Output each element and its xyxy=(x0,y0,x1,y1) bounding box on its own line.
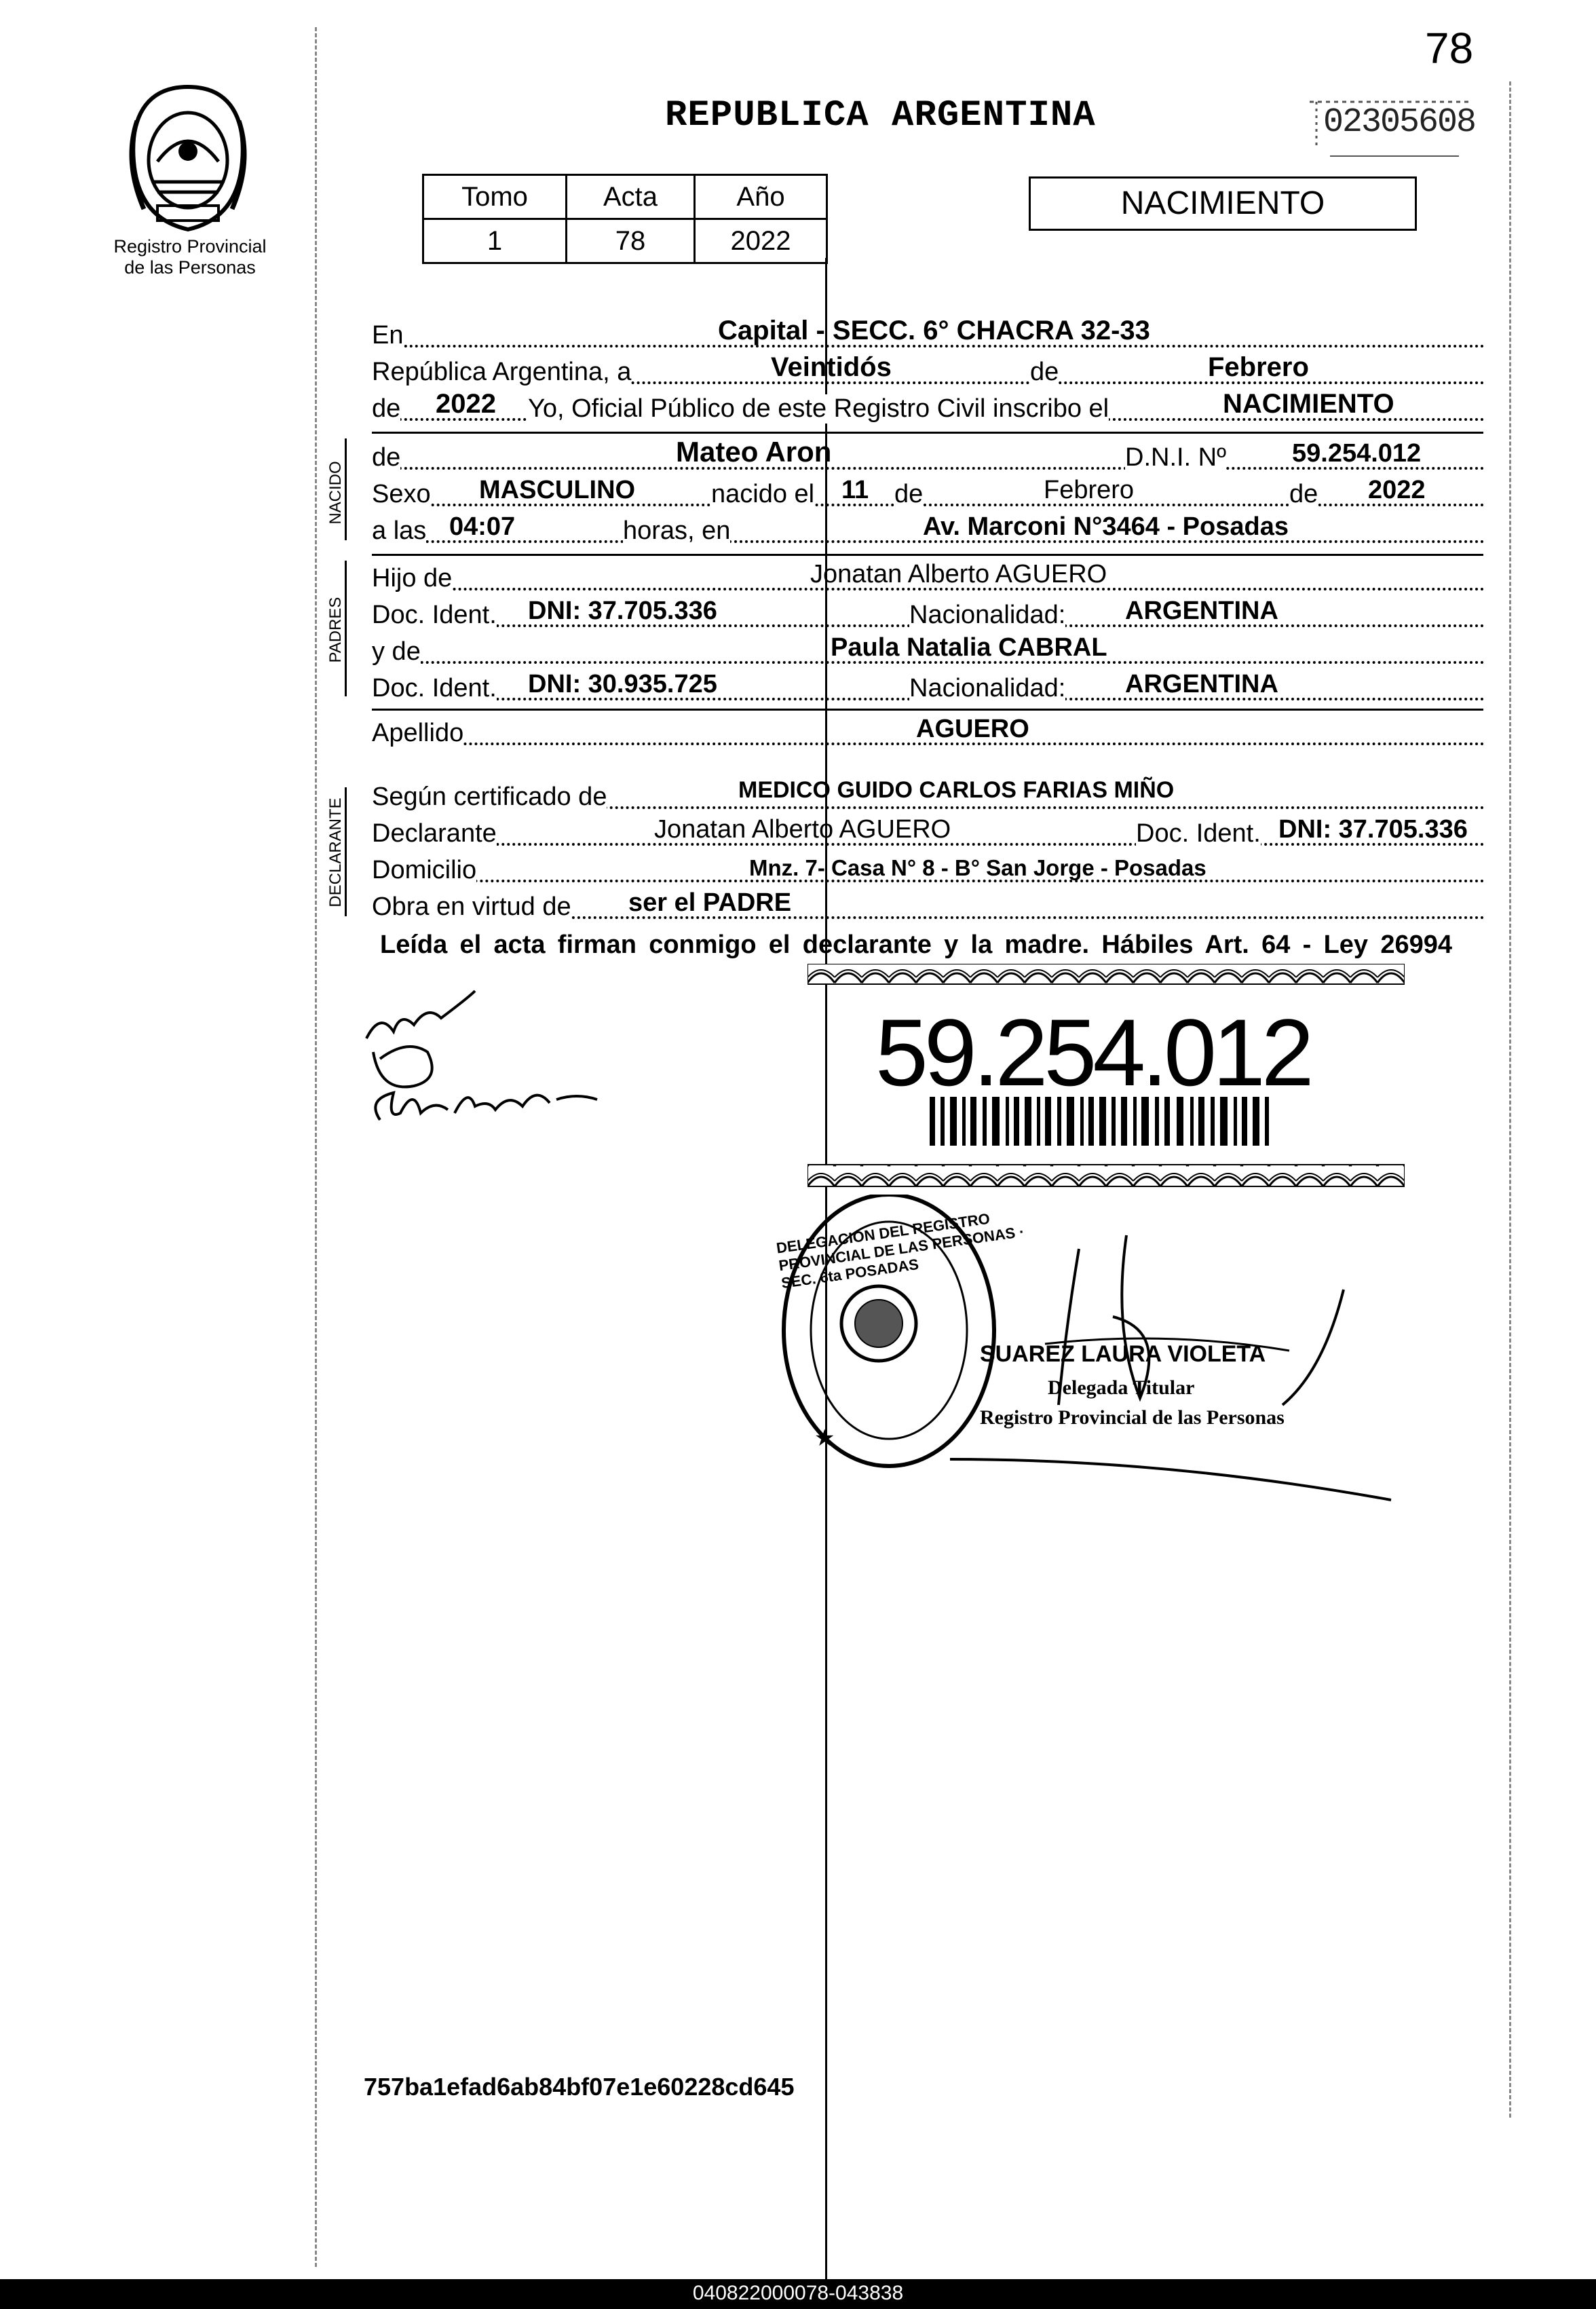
horas-label: horas, en xyxy=(623,517,731,545)
handwritten-signatures xyxy=(353,984,638,1147)
registry-header-acta: Acta xyxy=(567,175,695,219)
section-label-nacido: NACIDO xyxy=(326,461,345,525)
de-year-label: de xyxy=(372,394,401,423)
declarant-relation: ser el PADRE xyxy=(628,888,792,917)
nacido-label: nacido el xyxy=(711,480,815,508)
parents-line-father-doc xyxy=(372,592,1485,633)
intro-line-place xyxy=(372,312,1485,353)
declarant-doc-label: Doc. Ident. xyxy=(1136,819,1261,848)
section-label-padres: PADRES xyxy=(326,597,345,663)
mother-nationality-label: Nacionalidad: xyxy=(909,674,1066,702)
document-type: NACIMIENTO xyxy=(1029,176,1417,231)
footer-code: 040822000078-043838 xyxy=(692,2282,904,2304)
mother-doc: DNI: 30.935.725 xyxy=(528,670,717,698)
serial-stamp xyxy=(1303,88,1479,163)
de-label: de xyxy=(1030,358,1059,386)
page-number: 78 xyxy=(1425,24,1474,73)
mother-doc-label: Doc. Ident. xyxy=(372,674,497,702)
newborn-sex: MASCULINO xyxy=(479,476,636,504)
right-margin-line xyxy=(1509,81,1511,2118)
birth-place: Av. Marconi N°3464 - Posadas xyxy=(923,512,1289,541)
issuer-caption xyxy=(102,236,278,278)
father-name: Jonatan Alberto AGUERO xyxy=(810,560,1107,588)
certificate-issuer: MEDICO GUIDO CARLOS FARIAS MIÑO xyxy=(738,777,1175,803)
declarant-line-name xyxy=(372,810,1485,851)
intro-line-officer xyxy=(372,386,1485,426)
dni-label: D.N.I. Nº xyxy=(1125,443,1226,472)
document-hash: 757ba1efad6ab84bf07e1e60228cd645 xyxy=(364,2073,795,2101)
de-year-label-2: de xyxy=(1289,480,1318,508)
seal-text: DELEGACION DEL REGISTRO PROVINCIAL DE LAS PERSONAS · SEC. 6ta POSADAS xyxy=(775,1209,1026,1292)
born-line-time-place xyxy=(372,508,1485,548)
mother-nationality: ARGENTINA xyxy=(1125,670,1278,698)
declarant-address: Mnz. 7- Casa N° 8 - B° San Jorge - Posadas xyxy=(749,855,1206,880)
registry-header-tomo: Tomo xyxy=(423,175,567,219)
registry-table xyxy=(422,174,828,264)
surname-value: AGUERO xyxy=(916,715,1029,743)
birth-month: Febrero xyxy=(1044,476,1135,504)
declarant-line-obra xyxy=(372,884,1485,924)
serial-number: 02305608 xyxy=(1323,103,1476,142)
sexo-label: Sexo xyxy=(372,480,431,508)
republica-label: República Argentina, a xyxy=(372,358,632,386)
left-margin-line xyxy=(315,27,317,2267)
svg-text:★: ★ xyxy=(814,1425,835,1452)
parents-line-mother-doc xyxy=(372,665,1485,706)
cert-label: Según certificado de xyxy=(372,783,607,811)
registration-place: Capital - SECC. 6° CHACRA 32-33 xyxy=(718,316,1150,345)
official-role: Delegada Titular xyxy=(1048,1376,1195,1399)
closing-statement: Leída el acta firman conmigo el declarante y la madre. Hábiles Art. 64 - Ley 26994 xyxy=(380,931,1452,959)
parents-line-mother xyxy=(372,628,1485,669)
domicilio-label: Domicilio xyxy=(372,856,477,884)
declarant-name: Jonatan Alberto AGUERO xyxy=(654,815,951,844)
issuer-line1: Registro Provincial xyxy=(113,236,267,257)
newborn-name: Mateo Aron xyxy=(676,436,832,468)
father-nationality: ARGENTINA xyxy=(1125,597,1278,625)
declarant-label: Declarante xyxy=(372,819,497,848)
registration-month: Febrero xyxy=(1208,352,1309,382)
declarant-doc: DNI: 37.705.336 xyxy=(1278,815,1468,844)
registry-value-acta: 78 xyxy=(567,219,695,263)
registry-value-tomo: 1 xyxy=(423,219,567,263)
father-nationality-label: Nacionalidad: xyxy=(909,601,1066,629)
official-name: SUAREZ LAURA VIOLETA xyxy=(980,1341,1266,1367)
birth-year: 2022 xyxy=(1368,476,1426,504)
en-label: En xyxy=(372,321,404,350)
registry-header-ano: Año xyxy=(695,175,827,219)
birth-day: 11 xyxy=(841,476,869,504)
a-las-label: a las xyxy=(372,517,427,545)
country-title: REPUBLICA ARGENTINA xyxy=(665,95,1096,136)
officer-text: Yo, Oficial Público de este Registro Civil inscribo el xyxy=(528,394,1109,423)
registration-day: Veintidós xyxy=(771,352,892,382)
separator xyxy=(372,432,1483,434)
registration-year: 2022 xyxy=(436,389,496,419)
registry-value-ano: 2022 xyxy=(695,219,827,263)
intro-line-date xyxy=(372,349,1485,390)
misiones-coat-of-arms-logo xyxy=(117,80,259,236)
father-doc: DNI: 37.705.336 xyxy=(528,597,717,625)
born-line-sex-date xyxy=(372,471,1485,512)
surname-label: Apellido xyxy=(372,719,464,747)
declarant-line-cert xyxy=(372,774,1485,814)
parents-line-father xyxy=(372,555,1485,596)
section-label-declarante: DECLARANTE xyxy=(326,797,345,907)
surname-line xyxy=(372,710,1485,751)
father-doc-label: Doc. Ident. xyxy=(372,601,497,629)
hijo-label: Hijo de xyxy=(372,564,453,593)
declarant-line-address xyxy=(372,847,1485,888)
born-line-name xyxy=(372,434,1485,475)
obra-label: Obra en virtud de xyxy=(372,893,571,921)
newborn-dni: 59.254.012 xyxy=(1292,439,1422,468)
mother-name: Paula Natalia CABRAL xyxy=(831,633,1107,662)
issuer-line2: de las Personas xyxy=(124,257,256,278)
yde-label: y de xyxy=(372,637,421,666)
de-month-label: de xyxy=(894,480,924,508)
de-name-label: de xyxy=(372,443,401,472)
birth-time: 04:07 xyxy=(449,512,516,541)
dni-large-number: 59.254.012 xyxy=(875,999,1310,1106)
event-type: NACIMIENTO xyxy=(1223,389,1394,419)
official-office: Registro Provincial de las Personas xyxy=(980,1406,1285,1429)
